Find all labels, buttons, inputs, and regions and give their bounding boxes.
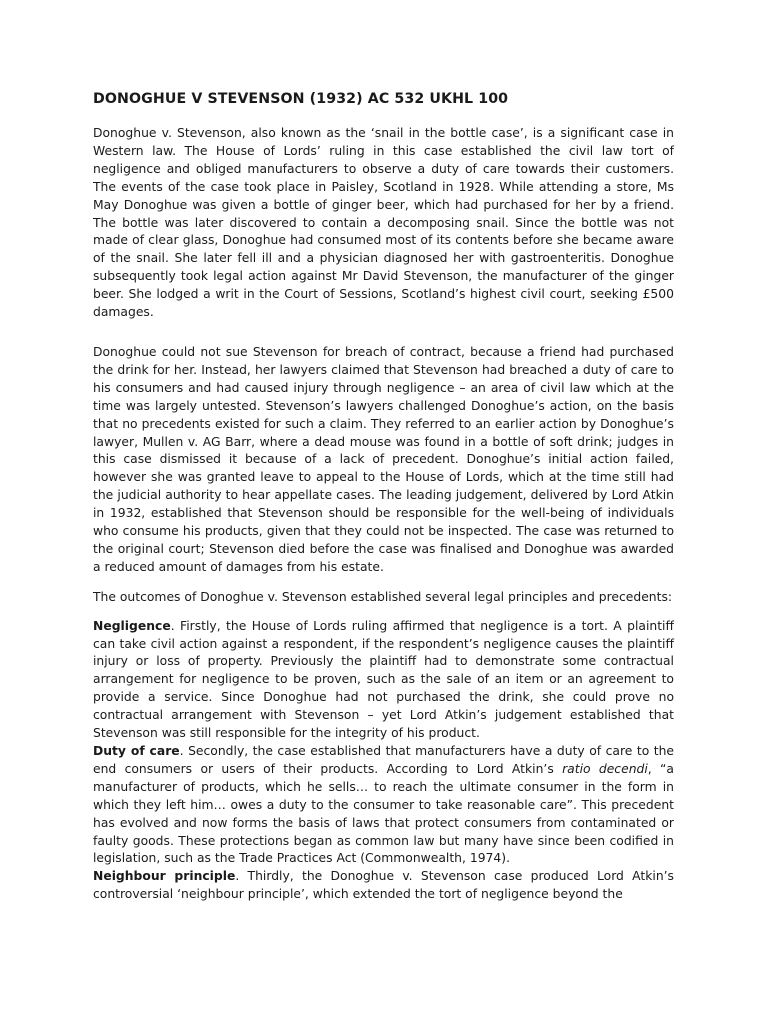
document-body — [93, 88, 674, 904]
document-title: DONOGHUE V STEVENSON (1932) AC 532 UKHL 100 — [93, 91, 509, 107]
duty-of-care-heading: Duty of care — [93, 744, 180, 758]
duty-of-care-text-after: , “a manufacturer of products, which he sells… to reach the ultimate consumer in the form in which they left him… owes a duty to the consumer to take reasonable care”. This precedent has evolved and now forms the basis of laws that protect consumers from contaminated or faulty goods. These protections began as common law but many have since been codified in legislation, such as the Trade Practices Act (Commonwealth, 1974). — [93, 761, 674, 866]
negligence-text: . Firstly, the House of Lords ruling affirmed that negligence is a tort. A plaintiff can take civil action against a respondent, if the respondent’s negligence causes the plaintiff injury or loss of property. Previously the plaintiff had to demonstrate some contractual arrangement for negligence to be proven, such as the sale of an item or an agreement to provide a service. Since Donoghue had not purchased the drink, she could prove no contractual arrangement with Stevenson – yet Lord Atkin’s judgement established that Stevenson was still responsible for the integrity of his product. — [93, 618, 674, 741]
paragraph-neighbour-principle — [93, 868, 674, 904]
duty-of-care-italic-term: ratio decendi — [562, 761, 648, 776]
duty-of-care-text-before: . Secondly, the case established that manufacturers have a duty of care to the end consumers or users of their products. According to Lord Atkin’s — [93, 744, 674, 776]
paragraph-duty-of-care — [93, 743, 674, 868]
negligence-heading: Negligence — [93, 618, 171, 633]
paragraph-intro: Donoghue v. Stevenson, also known as the ‘snail in the bottle case’, is a significant case in Western law. The House of Lords’ ruling in this case established the civil law tort of negligence and obliged manufacturers to observe a duty of care towards their customers. The events of the case took place in Paisley, Scotland in 1928. While attending a store, Ms May Donoghue was given a bottle of ginger beer, which had purchased for her by a friend. The bottle was later discovered to contain a decomposing snail. Since the bottle was not made of clear glass, Donoghue had consumed most of its contents before she became aware of the snail. She later fell ill and a physician diagnosed her with gastroenteritis. Donoghue subsequently took legal action against Mr David Stevenson, the manufacturer of the ginger beer. She lodged a writ in the Court of Sessions, Scotland’s highest civil court, seeking £500 damages. — [93, 126, 674, 320]
paragraph-outcomes-intro: The outcomes of Donoghue v. Stevenson established several legal principles and precedents: — [93, 589, 673, 604]
paragraph-case-details: Donoghue could not sue Stevenson for breach of contract, because a friend had purchased the drink for her. Instead, her lawyers claimed that Stevenson had breached a duty of care to his consumers and had caused injury through negligence – an area of civil law which at the time was largely untested. Stevenson’s lawyers challenged Donoghue’s action, on the basis that no precedents existed for such a claim. They referred to an earlier action by Donoghue’s lawyer, Mullen v. AG Barr, where a dead mouse was found in a bottle of soft drink; judges in this case dismissed it because of a lack of precedent. Donoghue’s initial action failed, however she was granted leave to appeal to the House of Lords, which at the time still had the judicial authority to hear appellate cases. The leading judgement, delivered by Lord Atkin in 1932, established that Stevenson should be responsible for the well-being of individuals who consume his products, given that they could not be inspected. The case was returned to the original court; Stevenson died before the case was finalised and Donoghue was awarded a reduced amount of damages from his estate. — [93, 344, 674, 574]
neighbour-principle-heading: Neighbour principle — [93, 869, 236, 884]
paragraph-negligence — [93, 618, 674, 743]
neighbour-principle-text: . Thirdly, the Donoghue v. Stevenson case produced Lord Atkin’s controversial ‘neighbour principle’, which extended the tort of negligence beyond the — [93, 869, 674, 902]
